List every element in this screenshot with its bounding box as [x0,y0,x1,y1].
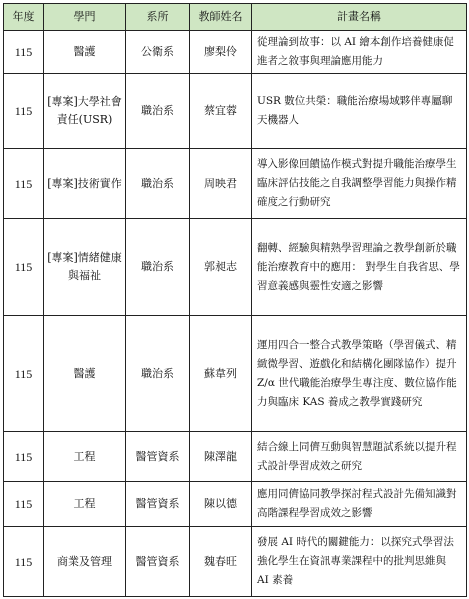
table-row [4,219,467,316]
cell-year: 115 [4,527,44,597]
cell-department: 職治系 [126,316,190,432]
table-row [4,527,467,597]
cell-department: 公衛系 [126,31,190,74]
project-table [3,3,467,597]
cell-project-title: 運用四合一整合式教學策略（學習儀式、精緻微學習、遊戲化和結構化團隊協作）提升 Z/α 世代職能治療學生專注度、數位協作能力與臨床 KAS 養成之教學實踐研究 [252,316,467,432]
table-row [4,482,467,527]
cell-teacher: 郭昶志 [190,219,252,316]
cell-project-title: 結合線上同儕互動與智慧題試系統以提升程式設計學習成效之研究 [252,432,467,482]
cell-project-title: 翻轉、經驗與精熟學習理論之教學創新於職能治療教育中的應用： 對學生自我省思、學習意義感與靈性安適之影響 [252,219,467,316]
cell-teacher: 魏春旺 [190,527,252,597]
cell-field: [專案]情緒健康與福祉 [44,219,126,316]
header-department: 系所 [126,4,190,31]
cell-year: 115 [4,432,44,482]
cell-year: 115 [4,316,44,432]
cell-project-title: 發展 AI 時代的關鍵能力：以探究式學習法強化學生在資訊專業課程中的批判思維與 AI 素養 [252,527,467,597]
table-header-row [4,4,467,31]
cell-project-title: 應用同儕協同教學探討程式設計先備知識對高階課程學習成效之影響 [252,482,467,527]
header-year: 年度 [4,4,44,31]
table-row [4,74,467,149]
cell-project-title: USR 數位共榮：職能治療場域夥伴專屬聊天機器人 [252,74,467,149]
cell-department: 職治系 [126,219,190,316]
cell-teacher: 陳澤龍 [190,432,252,482]
table-row [4,31,467,74]
cell-teacher: 蘇韋列 [190,316,252,432]
cell-teacher: 陳以德 [190,482,252,527]
cell-field: 商業及管理 [44,527,126,597]
cell-teacher: 蔡宜蓉 [190,74,252,149]
header-teacher: 教師姓名 [190,4,252,31]
cell-year: 115 [4,482,44,527]
cell-field: [專案]技術實作 [44,149,126,219]
cell-teacher: 周映君 [190,149,252,219]
cell-project-title: 從理論到故事：以 AI 繪本創作培養健康促進者之敘事與理論應用能力 [252,31,467,74]
cell-project-title: 導入影像回饋協作模式對提升職能治療學生臨床評估技能之自我調整學習能力與操作精確度之行動研究 [252,149,467,219]
cell-department: 醫管資系 [126,432,190,482]
cell-field: [專案]大學社會責任(USR) [44,74,126,149]
cell-field: 工程 [44,432,126,482]
cell-teacher: 廖梨伶 [190,31,252,74]
cell-field: 醫護 [44,316,126,432]
cell-field: 醫護 [44,31,126,74]
cell-year: 115 [4,149,44,219]
cell-department: 職治系 [126,74,190,149]
cell-year: 115 [4,74,44,149]
table-row [4,432,467,482]
cell-field: 工程 [44,482,126,527]
cell-department: 醫管資系 [126,527,190,597]
cell-department: 職治系 [126,149,190,219]
cell-department: 醫管資系 [126,482,190,527]
header-field: 學門 [44,4,126,31]
table-row [4,149,467,219]
table-row [4,316,467,432]
document-page [3,3,466,597]
cell-year: 115 [4,31,44,74]
cell-year: 115 [4,219,44,316]
header-project-title: 計畫名稱 [252,4,467,31]
